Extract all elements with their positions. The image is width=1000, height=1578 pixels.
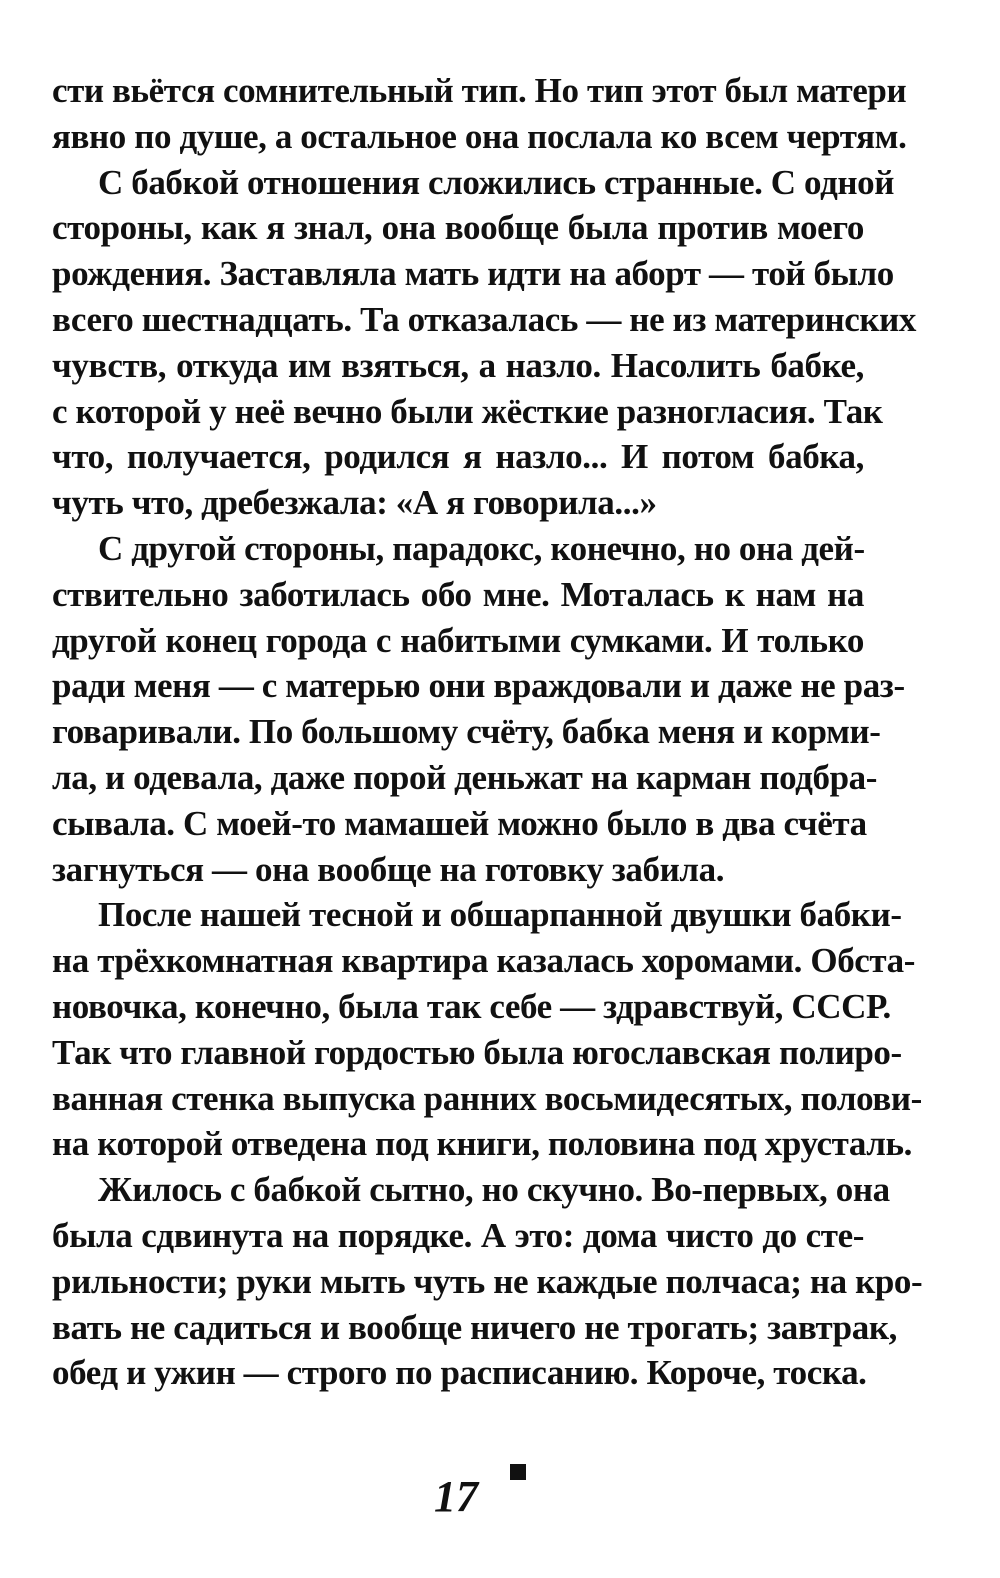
text-line: была сдвинута на порядке. А это: дома чисто до сте- xyxy=(52,1215,864,1255)
paragraph xyxy=(52,892,922,1167)
text-line: После нашей тесной и обшарпанной двушки бабки- xyxy=(98,895,902,935)
page-body xyxy=(52,68,923,1396)
text-line: ла, и одевала, даже порой деньжат на карман подбра- xyxy=(52,757,878,797)
text-line: вать не садиться и вообще ничего не трогать; завтрак, xyxy=(52,1307,897,1347)
text-line: говаривали. По большому счёту, бабка меня и корми- xyxy=(52,712,881,752)
text-line: обед и ужин — строго по расписанию. Короче, тоска. xyxy=(52,1353,867,1393)
paragraph xyxy=(52,526,905,892)
text-line: Так что главной гордостью была югославская полиро- xyxy=(52,1032,902,1072)
text-line: всего шестнадцать. Та отказалась — не из материнских xyxy=(52,299,917,339)
text-line: С другой стороны, парадокс, конечно, но она дей- xyxy=(98,528,865,568)
text-line: рильности; руки мыть чуть не каждые полчаса; на кро- xyxy=(52,1261,923,1301)
text-line: сывала. С моей-то мамашей можно было в два счёта xyxy=(52,803,867,843)
page-number: 17 xyxy=(434,1472,478,1521)
text-line: рождения. Заставляла мать идти на аборт — той было xyxy=(52,254,894,294)
text-line: новочка, конечно, была так себе — здравствуй, СССР. xyxy=(52,986,891,1026)
text-line: сти вьётся сомнительный тип. Но тип этот был матери xyxy=(52,71,907,110)
text-line: Жилось с бабкой сытно, но скучно. Во-первых, она xyxy=(98,1170,890,1210)
page-mark xyxy=(510,1464,526,1480)
text-line: загнуться — она вообще на готовку забила. xyxy=(52,849,725,889)
text-line: другой конец города с набитыми сумками. И только xyxy=(52,620,864,660)
text-line: чуть что, дребезжала: «А я говорила...» xyxy=(52,483,657,523)
text-flow xyxy=(52,68,923,1396)
paragraph xyxy=(52,1167,923,1396)
page-footer xyxy=(0,1462,1000,1532)
text-line: явно по душе, а остальное она послала ко всем чертям. xyxy=(52,116,907,156)
text-line: на трёхкомнатная квартира казалась хоромами. Обста- xyxy=(52,941,916,981)
text-line: чувств, откуда им взяться, а назло. Насолить бабке, xyxy=(52,345,864,385)
text-line: ствительно заботилась обо мне. Моталась к нам на xyxy=(52,574,864,614)
paragraph xyxy=(52,68,907,160)
text-line: ради меня — с матерью они враждовали и даже не раз- xyxy=(52,666,905,706)
text-line: на которой отведена под книги, половина под хрусталь. xyxy=(52,1124,912,1164)
text-line: с которой у неё вечно были жёсткие разногласия. Так xyxy=(52,391,883,431)
text-line: стороны, как я знал, она вообще была против моего xyxy=(52,208,864,248)
text-line: ванная стенка выпуска ранних восьмидесятых, полови- xyxy=(52,1078,922,1118)
text-line: С бабкой отношения сложились странные. С одной xyxy=(98,162,895,202)
text-line: что, получается, родился я назло... И потом бабка, xyxy=(52,437,864,477)
paragraph xyxy=(52,160,917,526)
